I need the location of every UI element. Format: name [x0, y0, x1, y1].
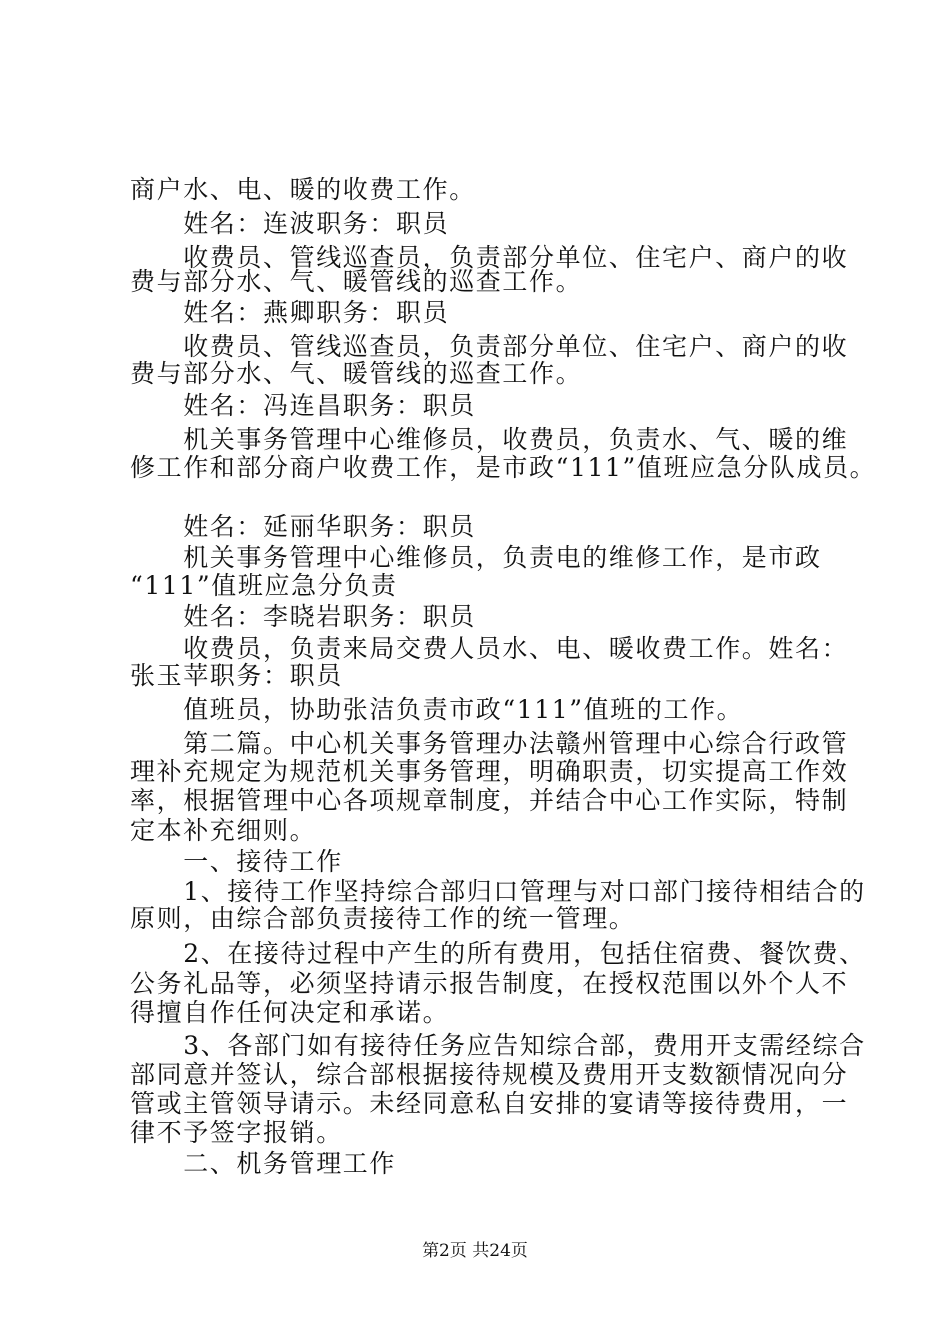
body-text-line: 管或主管领导请示。未经同意私自安排的宴请等接待费用，一: [130, 1089, 849, 1118]
body-text-line: 值班员，协助张洁负责市政“111”值班的工作。: [130, 695, 744, 724]
body-text-line: 机关事务管理中心维修员，负责电的维修工作，是市政: [130, 543, 822, 572]
body-text-line: 费与部分水、气、暖管线的巡查工作。: [130, 267, 583, 296]
body-text-line: 张玉苹职务：职员: [130, 661, 343, 690]
body-text-line: 姓名：李晓岩职务：职员: [130, 602, 476, 631]
body-text-line: “111”值班应急分负责: [130, 571, 398, 600]
body-text-line: 率，根据管理中心各项规章制度，并结合中心工作实际，特制: [130, 786, 849, 815]
body-text-line: 修工作和部分商户收费工作，是市政“111”值班应急分队成员。: [130, 453, 877, 482]
body-text-line: 3、各部门如有接待任务应告知综合部，费用开支需经综合: [130, 1031, 866, 1060]
body-text-line: 理补充规定为规范机关事务管理，明确职责，切实提高工作效: [130, 757, 849, 786]
body-text-line: 2、在接待过程中产生的所有费用，包括住宿费、餐饮费、: [130, 939, 866, 968]
body-text-line: 收费员、管线巡查员，负责部分单位、住宅户、商户的收: [130, 332, 849, 361]
body-text-line: 收费员，负责来局交费人员水、电、暖收费工作。姓名：: [130, 634, 849, 663]
page-number-footer: 第2页 共24页: [422, 1241, 528, 1261]
body-text-line: 1、接待工作坚持综合部归口管理与对口部门接待相结合的: [130, 877, 866, 906]
body-text-line: 原则，由综合部负责接待工作的统一管理。: [130, 904, 636, 933]
body-text-line: 律不予签字报销。: [130, 1118, 343, 1147]
body-text-line: 得擅自作任何决定和承诺。: [130, 998, 450, 1027]
body-text-line: 一、接待工作: [130, 847, 343, 876]
body-text-line: 费与部分水、气、暖管线的巡查工作。: [130, 359, 583, 388]
body-text-line: 部同意并签认，综合部根据接待规模及费用开支数额情况向分: [130, 1060, 849, 1089]
body-text-line: 定本补充细则。: [130, 816, 317, 845]
body-text-line: 姓名：延丽华职务：职员: [130, 512, 476, 541]
body-text-line: 姓名：燕卿职务：职员: [130, 298, 450, 327]
body-text-line: 第二篇。中心机关事务管理办法赣州管理中心综合行政管: [130, 729, 849, 758]
body-text-line: 公务礼品等，必须坚持请示报告制度，在授权范围以外个人不: [130, 969, 849, 998]
body-text-line: 收费员、管线巡查员，负责部分单位、住宅户、商户的收: [130, 243, 849, 272]
body-text-line: 机关事务管理中心维修员，收费员，负责水、气、暖的维: [130, 425, 849, 454]
body-text-line: 二、机务管理工作: [130, 1149, 397, 1178]
body-text-line: 商户水、电、暖的收费工作。: [130, 175, 476, 204]
body-text-line: 姓名：连波职务：职员: [130, 209, 450, 238]
body-text-line: 姓名：冯连昌职务：职员: [130, 391, 476, 420]
